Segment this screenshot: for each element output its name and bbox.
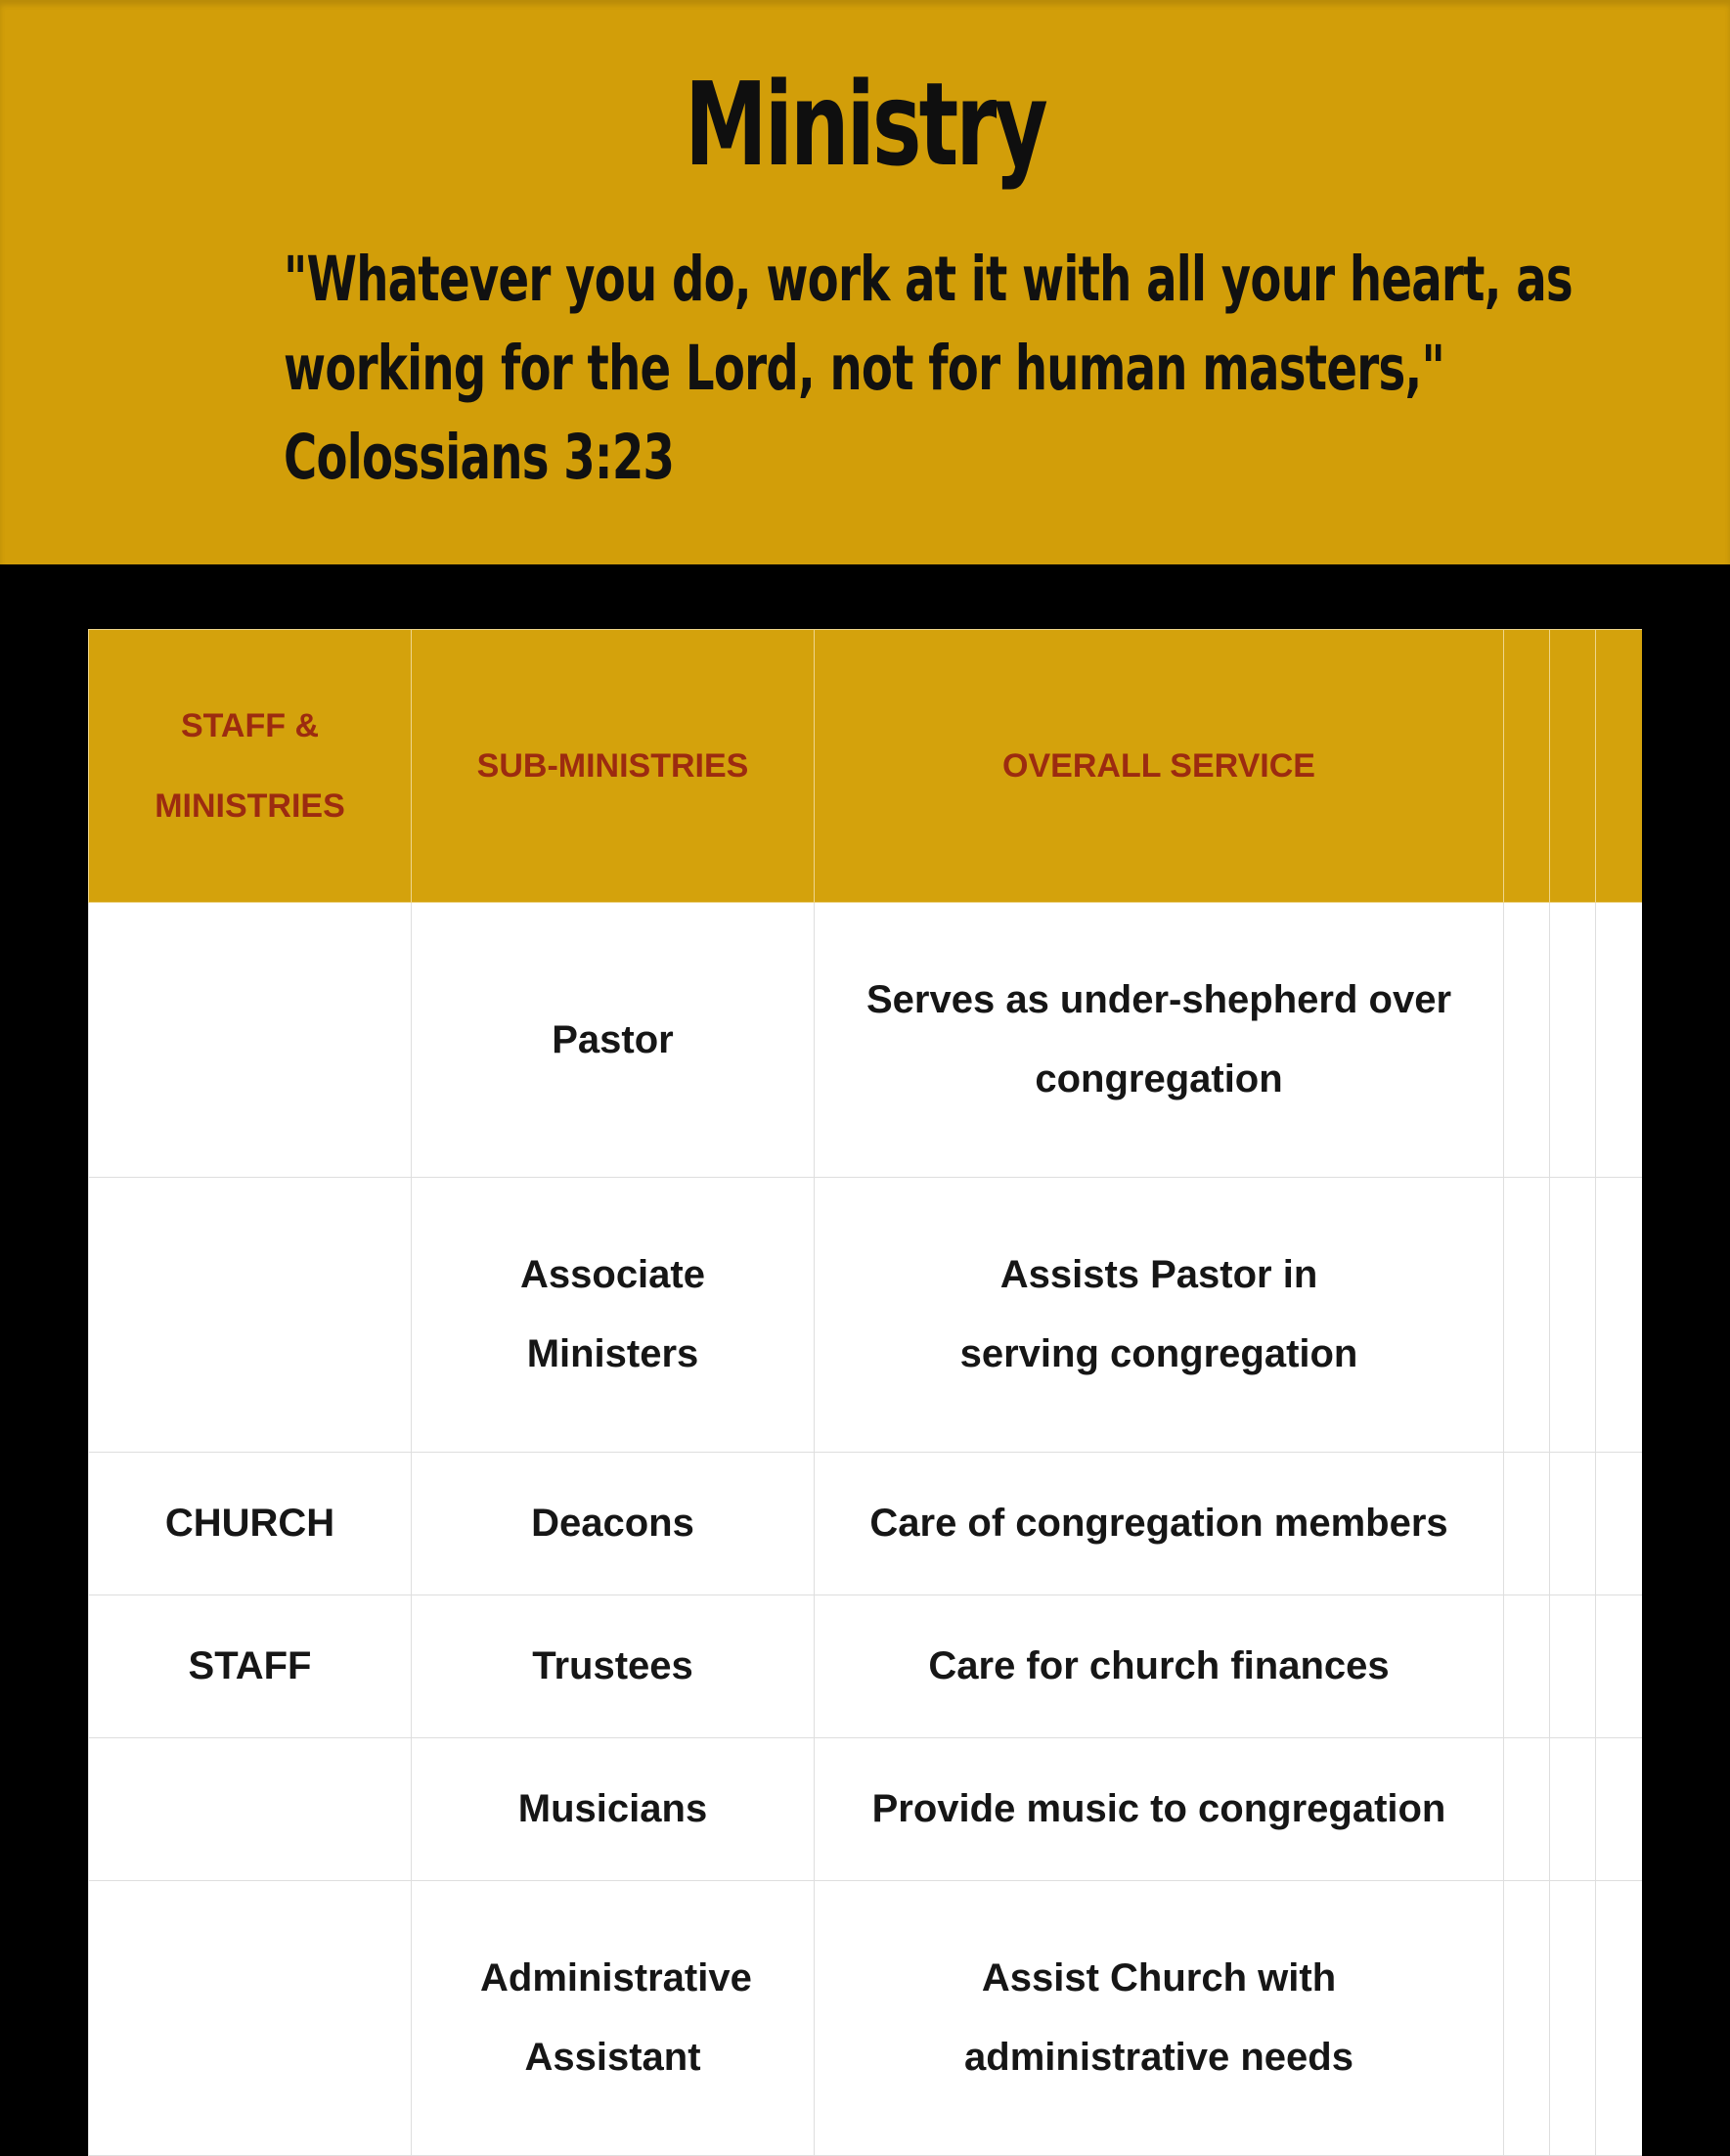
table-row <box>89 1738 1643 1881</box>
cell-empty <box>1504 1595 1550 1738</box>
quote-line: "Whatever you do, work at it with all your heart, as <box>284 244 1573 315</box>
ministry-table-container <box>88 629 1642 2156</box>
cell-sub-ministry: Musicians <box>412 1738 815 1881</box>
cell-service: Assist Church with administrative needs <box>815 1881 1504 2156</box>
cell-empty <box>1550 1738 1596 1881</box>
header-empty-column <box>1504 630 1550 903</box>
cell-sub-ministry: Trustees <box>412 1595 815 1738</box>
header-sub-ministries: SUB-MINISTRIES <box>412 630 815 903</box>
header-staff-line: MINISTRIES <box>155 787 345 825</box>
cell-empty <box>1550 1453 1596 1595</box>
table-row <box>89 1881 1643 2156</box>
cell-staff: STAFF <box>89 1595 412 1738</box>
cell-empty <box>1550 903 1596 1178</box>
cell-staff <box>89 1738 412 1881</box>
cell-empty <box>1550 1178 1596 1453</box>
quote-citation: Colossians 3:23 <box>284 422 675 493</box>
header-staff-ministries <box>89 630 412 903</box>
cell-empty <box>1550 1595 1596 1738</box>
cell-service: Provide music to congregation <box>815 1738 1504 1881</box>
scripture-quote <box>284 235 1573 502</box>
ministry-table <box>88 629 1642 2156</box>
cell-sub-ministry: Deacons <box>412 1453 815 1595</box>
cell-empty <box>1504 1738 1550 1881</box>
cell-empty <box>1504 1178 1550 1453</box>
cell-empty <box>1596 1453 1643 1595</box>
header-overall-service: OVERALL SERVICE <box>815 630 1504 903</box>
cell-empty <box>1596 1178 1643 1453</box>
hero-banner <box>0 0 1730 564</box>
cell-staff <box>89 1881 412 2156</box>
table-header-row <box>89 630 1643 903</box>
page-title: Ministry <box>685 57 1045 192</box>
cell-empty <box>1596 1738 1643 1881</box>
cell-empty <box>1596 903 1643 1178</box>
cell-sub-ministry: Administrative Assistant <box>412 1881 815 2156</box>
cell-empty <box>1504 903 1550 1178</box>
cell-staff <box>89 903 412 1178</box>
cell-empty <box>1504 1453 1550 1595</box>
cell-staff: CHURCH <box>89 1453 412 1595</box>
cell-sub-ministry: Pastor <box>412 903 815 1178</box>
cell-service: Serves as under-shepherd over congregation <box>815 903 1504 1178</box>
header-staff-line: STAFF & <box>180 707 319 744</box>
cell-sub-ministry: Associate Ministers <box>412 1178 815 1453</box>
table-row <box>89 1178 1643 1453</box>
cell-empty <box>1596 1595 1643 1738</box>
cell-staff <box>89 1178 412 1453</box>
table-row <box>89 903 1643 1178</box>
cell-service: Care of congregation members <box>815 1453 1504 1595</box>
cell-service: Assists Pastor in serving congregation <box>815 1178 1504 1453</box>
cell-empty <box>1504 1881 1550 2156</box>
cell-service: Care for church finances <box>815 1595 1504 1738</box>
table-row <box>89 1453 1643 1595</box>
cell-empty <box>1550 1881 1596 2156</box>
quote-line: working for the Lord, not for human masters," <box>284 333 1444 404</box>
cell-empty <box>1596 1881 1643 2156</box>
header-empty-column <box>1550 630 1596 903</box>
table-row <box>89 1595 1643 1738</box>
header-empty-column <box>1596 630 1643 903</box>
